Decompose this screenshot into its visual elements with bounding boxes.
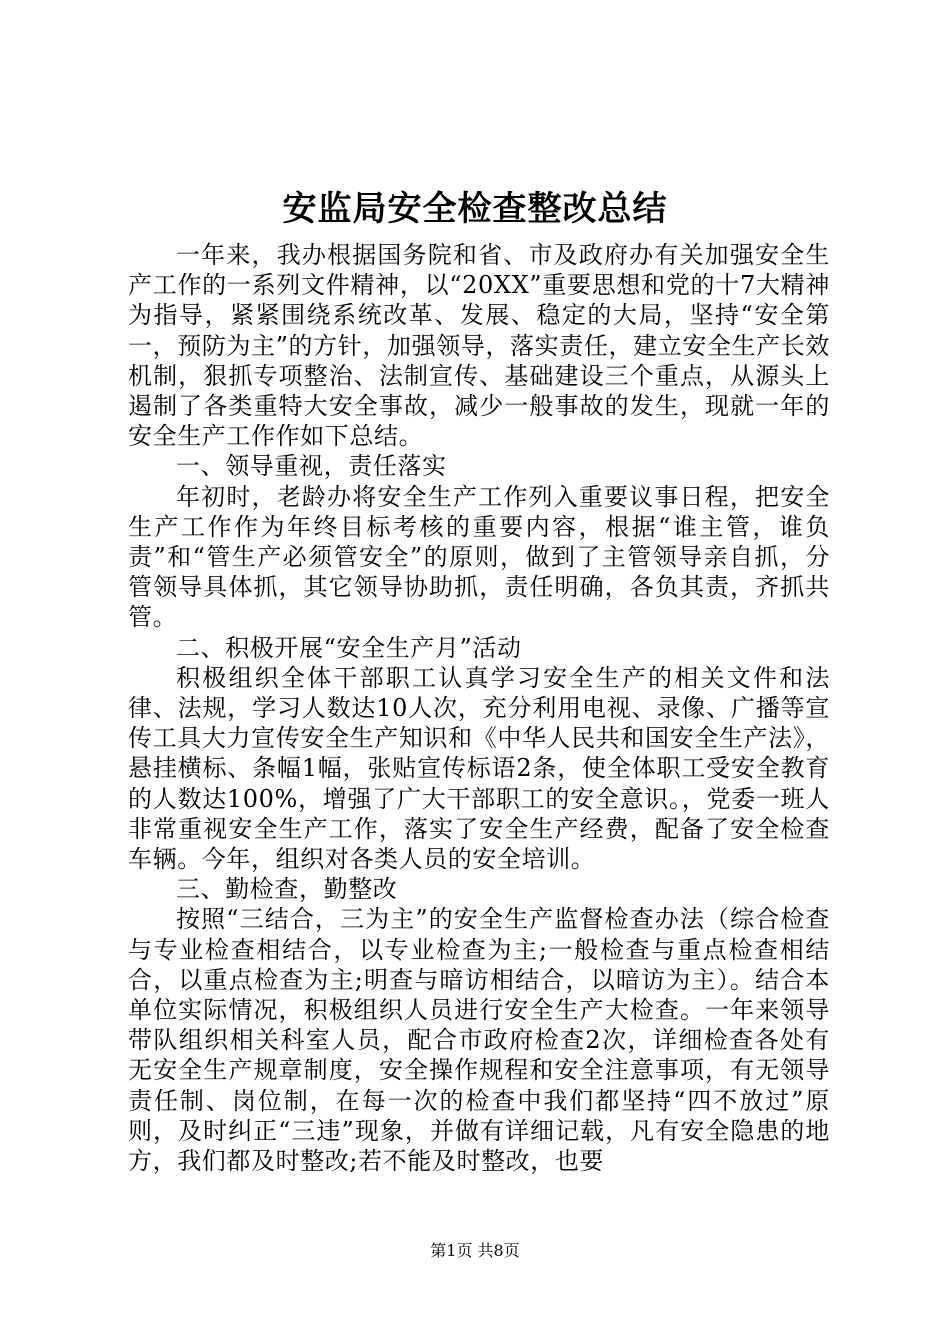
section-heading-2: 二、积极开展“安全生产月”活动 <box>176 633 522 662</box>
page-number-footer: 第1页 共8页 <box>430 1241 520 1260</box>
paragraph-section-1: 年初时，老龄办将安全生产工作列入重要议事日程，把安全生产工作作为年终目标考核的重要内容，根据“谁主管，谁负责”和“管生产必须管安全”的原则，做到了主管领导亲自抓，分管领导具体抓，其它领导协助抓，责任明确，各负其责，齐抓共管。 <box>128 482 830 632</box>
document-body <box>128 240 830 1176</box>
document-title: 安监局安全检查整改总结 <box>282 189 668 229</box>
section-heading-1: 一、领导重视，责任落实 <box>176 452 447 481</box>
section-heading-3: 三、勤检查，勤整改 <box>176 875 398 904</box>
paragraph-section-2: 积极组织全体干部职工认真学习安全生产的相关文件和法律、法规，学习人数达10人次，充分利用电视、录像、广播等宣传工具大力宣传安全生产知识和《中华人民共和国安全生产法》，悬挂横标、条幅1幅，张贴宣传标语2条，使全体职工受安全教育的人数达100%，增强了广大干部职工的安全意识。，党委一班人非常重视安全生产工作，落实了安全生产经费，配备了安全检查车辆。今年，组织对各类人员的安全培训。 <box>128 663 830 874</box>
paragraph-section-3: 按照“三结合，三为主”的安全生产监督检查办法（综合检查与专业检查相结合，以专业检查为主;一般检查与重点检查相结合，以重点检查为主;明查与暗访相结合，以暗访为主）。结合本单位实际情况，积极组织人员进行安全生产大检查。一年来领导带队组织相关科室人员，配合市政府检查2次，详细检查各处有无安全生产规章制度，安全操作规程和安全注意事项，有无领导责任制、岗位制，在每一次的检查中我们都坚持“四不放过”原则，及时纠正“三违”现象，并做有详细记载，凡有安全隐患的地方，我们都及时整改;若不能及时整改，也要 <box>128 905 830 1176</box>
paragraph-intro: 一年来，我办根据国务院和省、市及政府办有关加强安全生产工作的一系列文件精神，以“20XX”重要思想和党的十7大精神为指导，紧紧围绕系统改革、发展、稳定的大局，坚持“安全第一，预防为主”的方针，加强领导，落实责任，建立安全生产长效机制，狠抓专项整治、法制宣传、基础建设三个重点，从源头上遏制了各类重特大安全事故，减少一般事故的发生，现就一年的安全生产工作作如下总结。 <box>128 241 830 451</box>
